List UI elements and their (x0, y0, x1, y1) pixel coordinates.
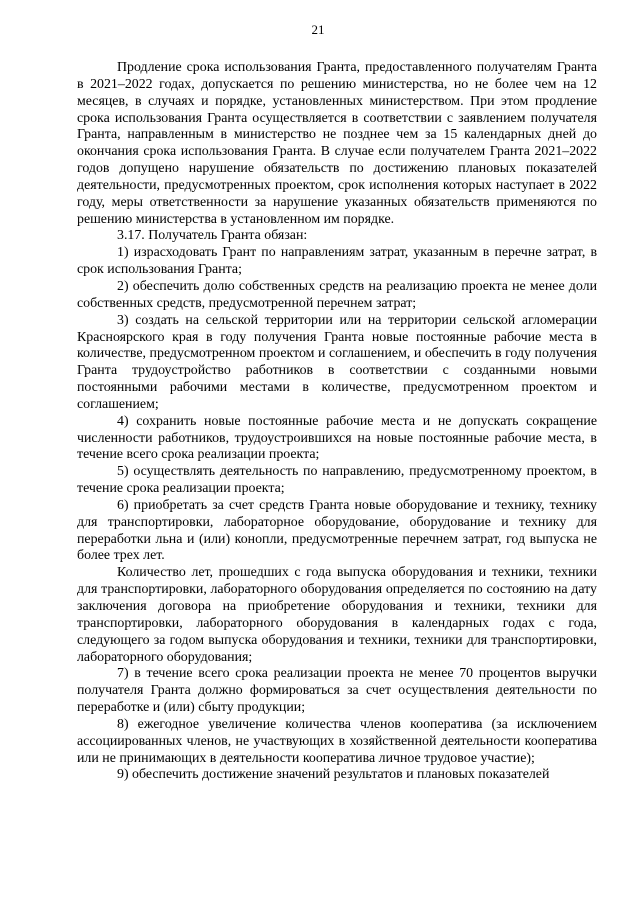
paragraph-item-6: 6) приобретать за счет средств Гранта новые оборудование и технику, технику для транспортировки, лабораторное оборудование, оборудование и технику для переработки льна и (или) конопли, предусмотренные перечнем затрат, год выпуска не более трех лет. (77, 497, 597, 564)
paragraph-grant-extension: Продление срока использования Гранта, предоставленного получателям Гранта в 2021–2022 годах, допускается по решению министерства, но не более чем на 12 месяцев, в случаях и порядке, установленных министерством. При этом продление срока использования Гранта осуществляется в соответствии с заявлением получателя Гранта, направленным в министерство не позднее чем за 15 календарных дней до окончания срока использования Гранта. В случае если получателем Гранта 2021–2022 годов допущено нарушение обязательств по достижению плановых показателей деятельности, предусмотренных проектом, срок исполнения которых наступает в 2022 году, меры ответственности за нарушение указанных обязательств применяются по решению министерства в установленном им порядке. (77, 60, 597, 227)
paragraph-item-9: 9) обеспечить достижение значений результатов и плановых показателей (117, 767, 550, 783)
paragraph-item-8: 8) ежегодное увеличение количества членов кооператива (за исключением ассоциированных членов, не участвующих в хозяйственной деятельности кооператива или не принимающих в деятельности кооператива личное трудовое участие); (77, 716, 597, 766)
paragraph-item-3: 3) создать на сельской территории или на территории сельской агломерации Красноярского края в году получения Гранта новые постоянные рабочие места в количестве, предусмотренном проектом и соглашением, и обеспечить в году получения Гранта трудоустройство работников в соответствии с созданными новыми постоянными рабочими местами в количестве, предусмотренном проектом и соглашением; (77, 312, 597, 412)
paragraph-equipment-age: Количество лет, прошедших с года выпуска оборудования и техники, техники для транспортировки, лабораторного оборудования определяется по состоянию на дату заключения договора на приобретение оборудования и техники, техники для транспортировки, лабораторного оборудования в календарных годах с года, следующего за годом выпуска оборудования и техники, техники для транспортировки, лабораторного оборудования; (77, 565, 597, 665)
paragraph-item-7: 7) в течение всего срока реализации проекта не менее 70 процентов выручки получателя Гранта должно формироваться за счет осуществления деятельности по переработке и (или) сбыту продукции; (77, 666, 597, 716)
paragraph-item-4: 4) сохранить новые постоянные рабочие места и не допускать сокращение численности работников, трудоустроившихся на новые постоянные рабочие места, в течение всего срока реализации проекта; (77, 413, 597, 463)
paragraph-section-3-17: 3.17. Получатель Гранта обязан: (117, 228, 308, 244)
paragraph-item-1: 1) израсходовать Грант по направлениям затрат, указанным в перечне затрат, в срок использования Гранта; (77, 245, 597, 278)
page-number: 21 (311, 22, 325, 37)
paragraph-item-5: 5) осуществлять деятельность по направлению, предусмотренному проектом, в течение срока реализации проекта; (77, 464, 597, 497)
document-body (77, 60, 597, 784)
paragraph-item-2: 2) обеспечить долю собственных средств на реализацию проекта не менее доли собственных средств, предусмотренной перечнем затрат; (77, 278, 597, 311)
